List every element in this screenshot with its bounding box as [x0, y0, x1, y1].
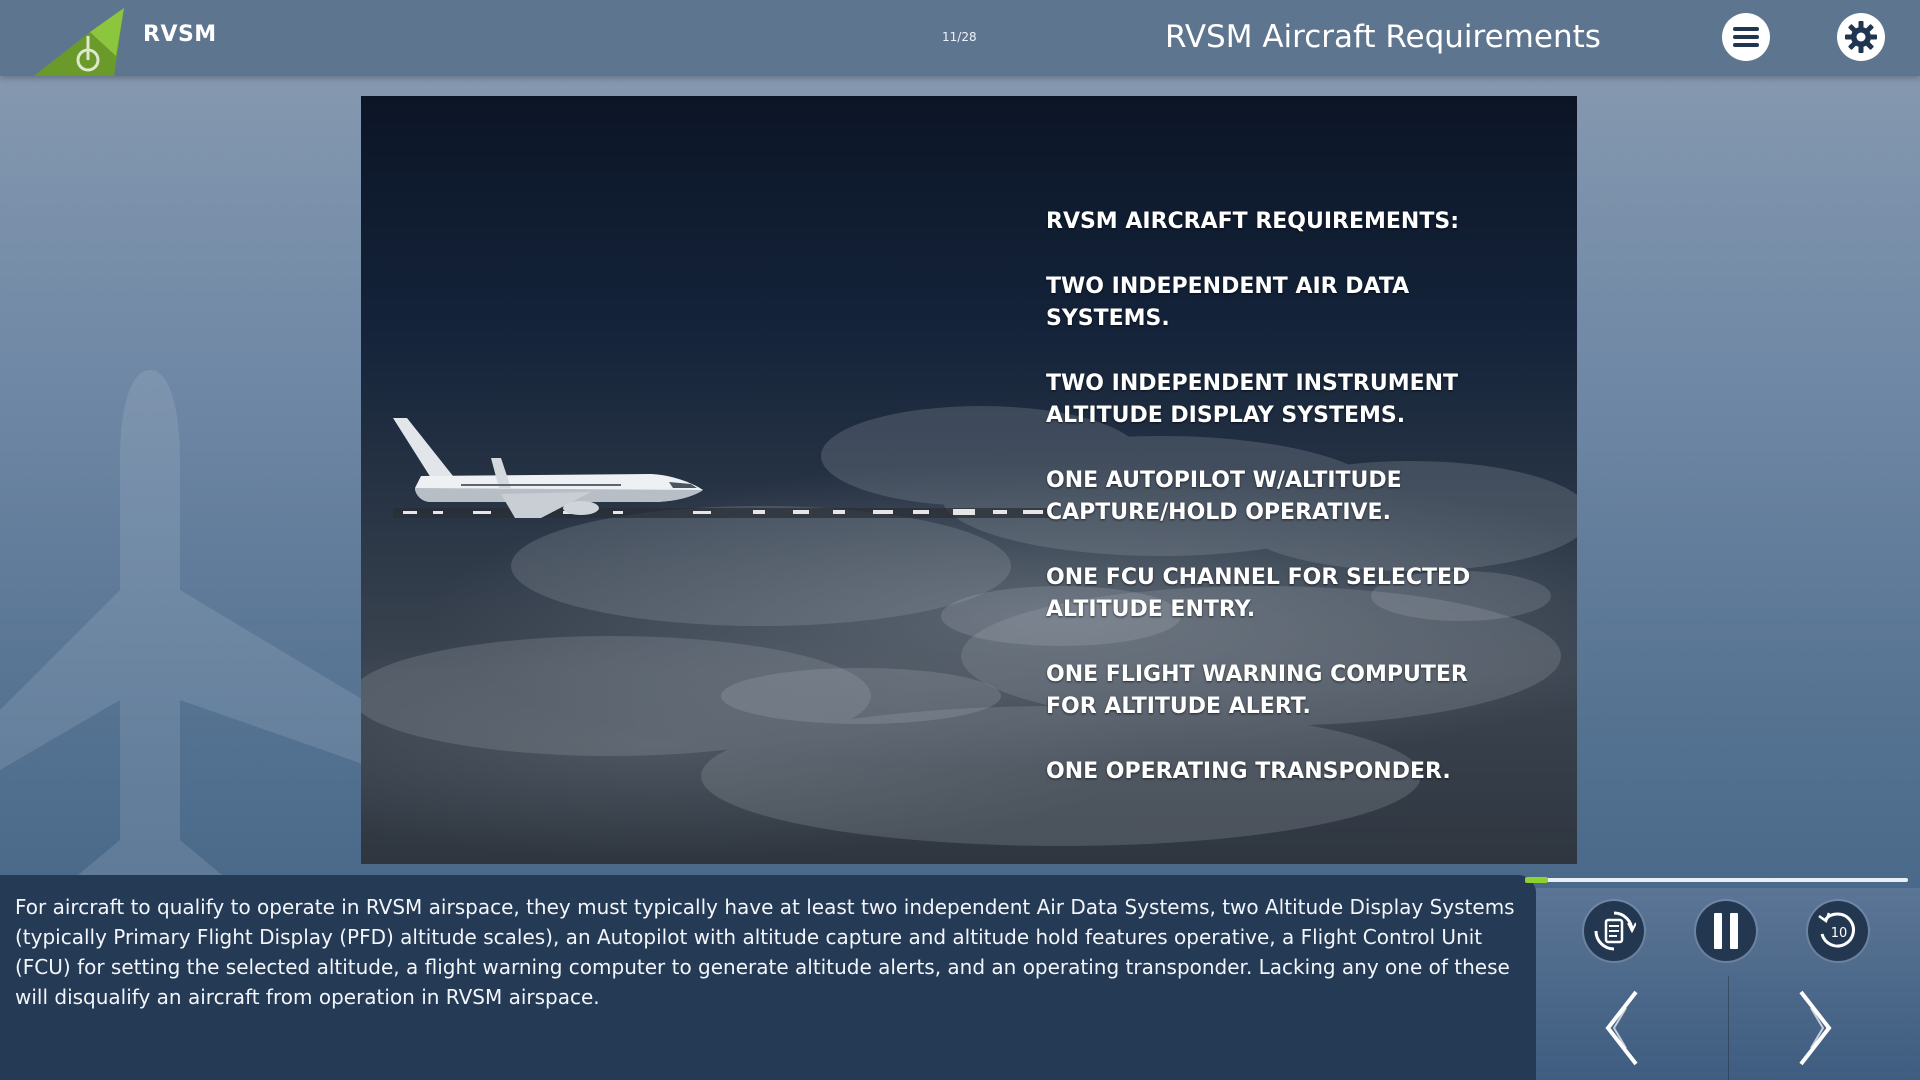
requirements-heading: RVSM AIRCRAFT REQUIREMENTS:	[1046, 209, 1459, 234]
replay-10-icon	[1815, 908, 1861, 954]
replay-10-button[interactable]	[1808, 901, 1868, 961]
replay-10-label: 10	[1830, 926, 1848, 941]
narration-text: For aircraft to qualify to operate in RVSM airspace, they must typically have at least two independent Air Data Systems, two Altitude Display Systems (typically Primary Flight Display (PFD) altitude scales), an Autopilot with altitude capture and altitude hold features operative, a Flight Control Unit (FCU) for setting the selected altitude, a flight warning computer to generate altitude alerts, and an operating transponder. Lacking any one of these will disqualify an aircraft from operation in RVSM airspace.	[15, 895, 1515, 1009]
narration-panel	[0, 875, 1536, 1080]
page-counter: 11/28	[942, 30, 977, 44]
progress-fill	[1525, 877, 1548, 883]
requirement-item: ONE OPERATING TRANSPONDER.	[1046, 759, 1451, 784]
requirement-item: TWO INDEPENDENT AIR DATA SYSTEMS.	[1046, 274, 1410, 331]
player-controls	[1536, 888, 1920, 976]
hamburger-menu-icon	[1731, 25, 1761, 49]
transcript-icon	[1592, 909, 1636, 953]
next-slide-button[interactable]	[1729, 976, 1920, 1080]
chevron-left-icon	[1596, 988, 1648, 1068]
requirements-list	[1046, 206, 1516, 821]
settings-button[interactable]	[1837, 13, 1885, 61]
gear-icon	[1844, 20, 1878, 54]
app-title: RVSM	[143, 22, 217, 47]
requirement-item: ONE AUTOPILOT W/ALTITUDE CAPTURE/HOLD OPERATIVE.	[1046, 468, 1402, 525]
top-bar	[0, 0, 1920, 76]
aircraft-image	[391, 418, 707, 528]
pause-button[interactable]	[1696, 901, 1756, 961]
background-aircraft-silhouette	[0, 370, 380, 890]
tail-logo-icon	[30, 8, 126, 76]
progress-bar[interactable]	[1525, 878, 1908, 882]
slide-content	[361, 96, 1577, 864]
chevron-right-icon	[1789, 988, 1841, 1068]
requirement-item: ONE FCU CHANNEL FOR SELECTED ALTITUDE ENTRY.	[1046, 565, 1471, 622]
menu-button[interactable]	[1722, 13, 1770, 61]
previous-slide-button[interactable]	[1536, 976, 1729, 1080]
requirement-item: TWO INDEPENDENT INSTRUMENT ALTITUDE DISPLAY SYSTEMS.	[1046, 371, 1459, 428]
transcript-button[interactable]	[1584, 901, 1644, 961]
page-title: RVSM Aircraft Requirements	[1165, 19, 1601, 55]
requirement-item: ONE FLIGHT WARNING COMPUTER FOR ALTITUDE ALERT.	[1046, 662, 1468, 719]
pause-icon	[1710, 911, 1742, 951]
